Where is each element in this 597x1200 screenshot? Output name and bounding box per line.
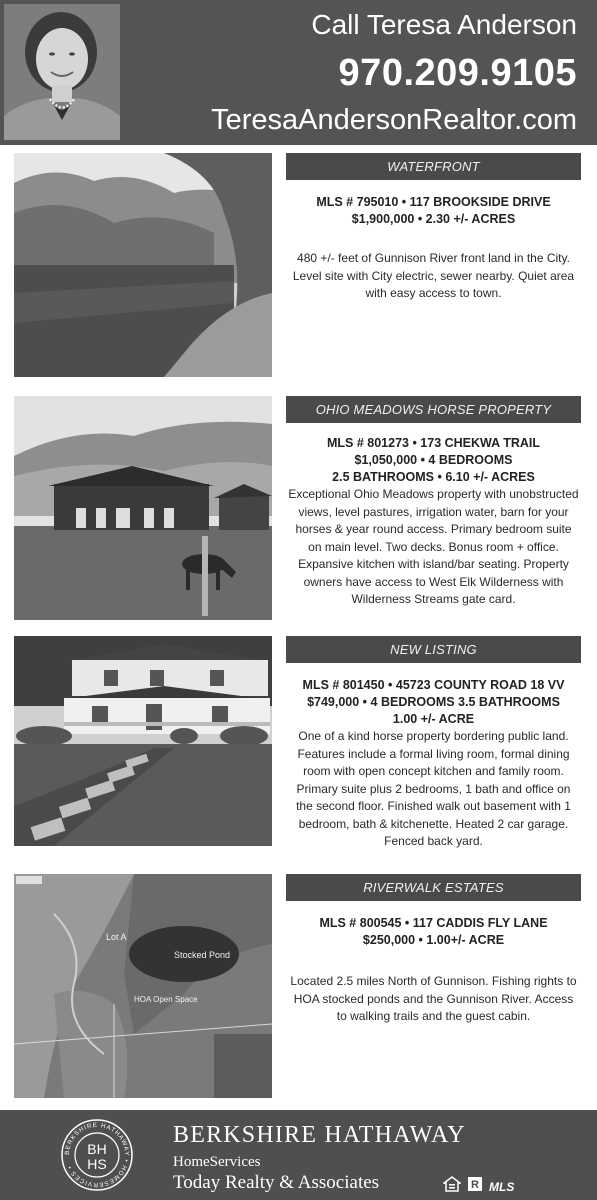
realtor-icon	[467, 1176, 483, 1197]
agent-header	[0, 0, 597, 145]
brokerage-name: Today Realty & Associates	[173, 1172, 380, 1193]
listing-mls-address: MLS # 795010 • 117 BROOKSIDE DRIVE	[316, 195, 551, 209]
svg-text:R: R	[471, 1179, 479, 1191]
listing-mls-address: MLS # 800545 • 117 CADDIS FLY LANE	[319, 916, 548, 930]
listing-info	[286, 636, 581, 851]
listing-aerial-map	[14, 874, 272, 1098]
listing-price-bedrooms: $1,050,000 • 4 BEDROOMS	[354, 453, 513, 467]
listing-description: One of a kind horse property bordering public land. Features include a formal living room, formal dining room with open concept kitchen and family room. Primary suite plus 2 bedrooms, 1 bath and office on the second floor. Finished walk out basement with 1 bedroom, bath & kitchenette. Heated 2 car garage. Fenced back yard.	[296, 729, 571, 848]
listing-info	[286, 396, 581, 609]
map-label-open-space: HOA Open Space	[134, 995, 198, 1004]
listing-info	[286, 874, 581, 1026]
listing-price-acres: $250,000 • 1.00+/- ACRE	[362, 933, 505, 947]
listing-photo-horse-property	[14, 396, 272, 620]
listing-description: Located 2.5 miles North of Gunnison. Fishing rights to HOA stocked ponds and the Gunnison River. Access to walking trails and the guest cabin.	[290, 974, 577, 1023]
listing-category-banner: WATERFRONT	[286, 153, 581, 180]
brokerage-footer	[0, 1110, 597, 1200]
listing-category-banner: NEW LISTING	[286, 636, 581, 663]
listing-new-listing	[14, 636, 583, 848]
map-label-stocked-pond: Stocked Pond	[174, 950, 231, 960]
listing-category-banner: RIVERWALK ESTATES	[286, 874, 581, 901]
agent-website[interactable]: TeresaAndersonRealtor.com	[211, 104, 577, 136]
listing-baths-acres: 2.5 BATHROOMS • 6.10 +/- ACRES	[332, 470, 535, 484]
seal-ring-text: BERKSHIRE HATHAWAY • HOMESERVICES •	[63, 1121, 131, 1189]
listing-description: 480 +/- feet of Gunnison River front land in the City. Level site with City electric, sewer nearby. Quiet area with easy access to town.	[292, 251, 575, 300]
listing-acres: 1.00 +/- ACRE	[392, 712, 475, 726]
mls-logo: MLS	[489, 1179, 515, 1194]
listing-price-acres: $1,900,000 • 2.30 +/- ACRES	[351, 212, 516, 226]
seal-initials-bottom: HS	[87, 1156, 107, 1172]
listing-waterfront	[14, 153, 583, 379]
listing-mls-address: MLS # 801273 • 173 CHEKWA TRAIL	[326, 436, 540, 450]
seal-initials-top: BH	[87, 1141, 107, 1157]
agent-contact	[211, 8, 577, 138]
agent-name-line: Call Teresa Anderson	[311, 9, 577, 40]
listing-mls-address: MLS # 801450 • 45723 COUNTY ROAD 18 VV	[302, 678, 565, 692]
listing-ohio-meadows	[14, 396, 583, 622]
agent-phone[interactable]: 970.209.9105	[338, 52, 577, 94]
bhhs-seal-logo	[60, 1118, 134, 1192]
brand-name: BERKSHIRE HATHAWAY	[173, 1122, 466, 1148]
listing-riverwalk-estates	[14, 874, 583, 1100]
compliance-logos	[443, 1176, 514, 1197]
listing-price-beds-baths: $749,000 • 4 BEDROOMS 3.5 BATHROOMS	[307, 695, 560, 709]
listing-photo-house	[14, 636, 272, 846]
listing-info	[286, 153, 581, 303]
brand-subname: HomeServices	[173, 1154, 261, 1170]
agent-photo	[4, 4, 120, 140]
listing-photo-river	[14, 153, 272, 377]
listing-description: Exceptional Ohio Meadows property with unobstructed views, level pastures, irrigation water, barn for your horses & year round access. Primary bedroom suite on main level. Two decks. Bonus room + office. Expansive kitchen with island/bar seating. Property owners have access to West Elk Wilderness with Wilderness Streams gate card.	[288, 487, 579, 606]
equal-housing-icon	[443, 1176, 461, 1197]
listing-category-banner: OHIO MEADOWS HORSE PROPERTY	[286, 396, 581, 423]
map-label-lot: Lot A	[106, 932, 127, 942]
